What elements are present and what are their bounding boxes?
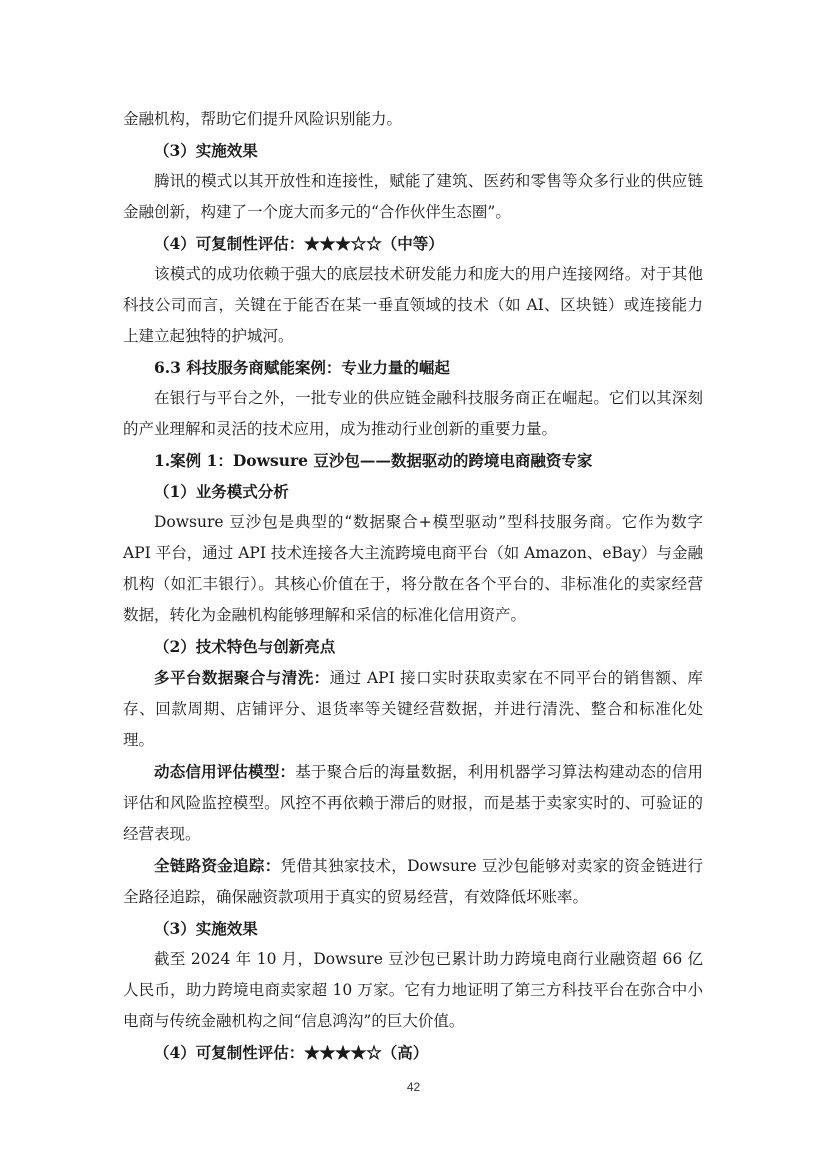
paragraph-business-model: Dowsure 豆沙包是典型的“数据聚合+模型驱动”型科技服务商。它作为数字 API 平台，通过 API 技术连接各大主流跨境电商平台（如 Amazon、eBay）与金融机构（如汇丰银行）。其核心价值在于，将分散在各个平台的、非标准化的卖家经营数据，转化为金融机构能够理解和采信的标准化信用资产。 bbox=[123, 513, 703, 624]
feature-data-aggregation bbox=[123, 662, 703, 756]
case-heading-dowsure: 1.案例 1：Dowsure 豆沙包——数据驱动的跨境电商融资专家 bbox=[154, 451, 593, 470]
heading-replicability-tencent: （4）可复制性评估：★★★☆☆（中等） bbox=[154, 234, 444, 253]
feature-text: 通过 API 接口实时获取卖家在不同平台的销售额、库存、回款周期、店铺评分、退货率等关键经营数据，并进行清洗、整合和标准化处理。 bbox=[123, 669, 703, 749]
feature-credit-model bbox=[123, 756, 703, 850]
feature-label: 全链路资金追踪： bbox=[154, 856, 281, 875]
page-number: 42 bbox=[406, 1080, 421, 1094]
heading-business-model: （1）业务模式分析 bbox=[154, 482, 289, 501]
feature-label: 动态信用评估模型： bbox=[154, 762, 296, 781]
paragraph-replicability-tencent: 该模式的成功依赖于强大的底层技术研发能力和庞大的用户连接网络。对于其他科技公司而言，关键在于能否在某一垂直领域的技术（如 AI、区块链）或连接能力上建立起独特的护城河。 bbox=[123, 265, 703, 345]
paragraph-effect-dowsure: 截至 2024 年 10 月，Dowsure 豆沙包已累计助力跨境电商行业融资超 66 亿人民币，助力跨境电商卖家超 10 万家。它有力地证明了第三方科技平台在弥合中小电商与传统金融机构之间“信息鸿沟”的巨大价值。 bbox=[123, 950, 703, 1030]
feature-text: 凭借其独家技术，Dowsure 豆沙包能够对卖家的资金链进行全路径追踪，确保融资款项用于真实的贸易经营，有效降低坏账率。 bbox=[123, 857, 703, 906]
heading-replicability-dowsure: （4）可复制性评估：★★★★☆（高） bbox=[154, 1043, 429, 1062]
heading-tech-features: （2）技术特色与创新亮点 bbox=[154, 637, 336, 656]
feature-label: 多平台数据聚合与清洗： bbox=[154, 668, 330, 687]
heading-effect-dowsure: （3）实施效果 bbox=[154, 919, 258, 938]
heading-effect-tencent: （3）实施效果 bbox=[154, 141, 258, 160]
feature-fund-tracking bbox=[123, 850, 703, 913]
page-body bbox=[123, 104, 703, 1068]
paragraph-intro-tail: 金融机构，帮助它们提升风险识别能力。 bbox=[123, 110, 403, 128]
paragraph-section-intro: 在银行与平台之外，一批专业的供应链金融科技服务商正在崛起。它们以其深刻的产业理解和灵活的技术应用，成为推动行业创新的重要力量。 bbox=[123, 389, 703, 438]
paragraph-effect-tencent: 腾讯的模式以其开放性和连接性，赋能了建筑、医药和零售等众多行业的供应链金融创新，构建了一个庞大而多元的“合作伙伴生态圈”。 bbox=[123, 172, 703, 221]
feature-text: 基于聚合后的海量数据，利用机器学习算法构建动态的信用评估和风险监控模型。风控不再依赖于滞后的财报，而是基于卖家实时的、可验证的经营表现。 bbox=[123, 763, 703, 843]
section-heading-6-3: 6.3 科技服务商赋能案例：专业力量的崛起 bbox=[154, 358, 450, 377]
